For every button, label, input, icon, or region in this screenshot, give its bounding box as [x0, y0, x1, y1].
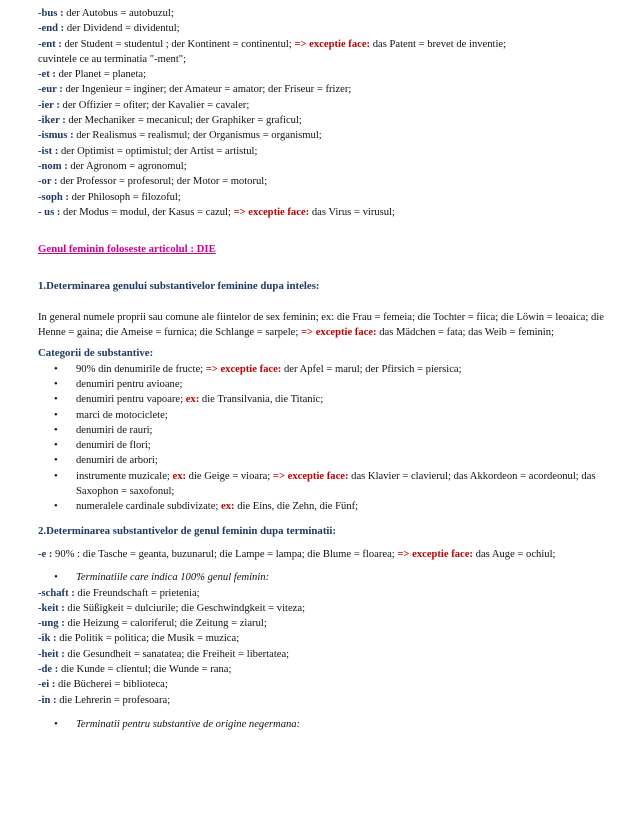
- e-suffix-line: -e : 90% : die Tasche = geanta, buzunarul; die Lampe = lampa; die Blume = floarea; => exceptie face: das Auge = ochiul;: [38, 548, 556, 560]
- category-item: • denumiri de rauri;: [38, 423, 606, 438]
- masc-line: -bus : der Autobus = autobuzul;: [38, 8, 174, 19]
- category-item: • denumiri pentru avioane;: [38, 377, 606, 392]
- category-item: • 90% din denumirile de fructe; => exceptie face: der Apfel = marul; der Pfirsich = piersica;: [38, 362, 606, 377]
- fem-suffix-line: -in : die Lehrerin = profesoara;: [38, 694, 171, 706]
- document-page: [38, 6, 606, 732]
- category-item: • denumiri pentru vapoare; ex: die Transilvania, die Titanic;: [38, 392, 606, 407]
- category-item: • marci de motociclete;: [38, 408, 606, 423]
- masc-line: -soph : der Philosoph = filozoful;: [38, 191, 181, 203]
- feminine-title: Genul feminin foloseste articolul : DIE: [38, 243, 216, 256]
- bullet-icon: •: [54, 424, 58, 436]
- fem-suffix-line: -ung : die Heizung = caloriferul; die Zeitung = ziarul;: [38, 618, 267, 630]
- bullet-icon: •: [54, 440, 58, 452]
- masc-line: -nom : der Agronom = agronomul;: [38, 160, 187, 172]
- fem-suffix-line: -heit : die Gesundheit = sanatatea; die Freiheit = libertatea;: [38, 648, 290, 660]
- section1-title: 1.Determinarea genului substantivelor feminine dupa inteles:: [38, 280, 320, 293]
- bullet-icon: •: [54, 501, 58, 513]
- masc-line: -eur : der Ingenieur = inginer; der Amateur = amator; der Friseur = frizer;: [38, 84, 352, 96]
- category-item: • denumiri de arbori;: [38, 453, 606, 468]
- masc-line: -or : der Professor = profesorul; der Motor = motorul;: [38, 176, 268, 188]
- fem-suffix-line: -ei : die Bücherei = biblioteca;: [38, 679, 168, 691]
- bullet-icon: •: [54, 394, 58, 406]
- bullet-feminine-suffixes: • Terminatiile care indica 100% genul feminin:: [38, 570, 606, 585]
- bullet-foreign-suffixes: • Terminatii pentru substantive de origine negermana:: [38, 717, 606, 732]
- fem-suffix-line: -schaft : die Freundschaft = prietenia;: [38, 587, 200, 599]
- feminine-suffix-list: [38, 586, 606, 708]
- bullet-icon: •: [54, 409, 58, 421]
- fem-suffix-line: -keit : die Süßigkeit = dulciurile; die Geschwindgkeit = viteza;: [38, 602, 306, 614]
- masculine-suffix-list: [38, 6, 606, 220]
- masc-line: -ismus : der Realismus = realismul; der Organismus = organismul;: [38, 130, 322, 142]
- bullet-icon: •: [54, 470, 58, 482]
- masc-line: -end : der Dividend = dividentul;: [38, 23, 180, 35]
- bullet-icon: •: [54, 378, 58, 390]
- masc-line: -et : der Planet = planeta;: [38, 69, 147, 81]
- bullet-icon: •: [54, 718, 58, 730]
- category-item: • denumiri de flori;: [38, 438, 606, 453]
- masc-line: cuvintele ce au terminatia "-ment";: [38, 53, 187, 65]
- bullet-icon: •: [54, 455, 58, 467]
- fem-suffix-line: -de : die Kunde = clientul; die Wunde = rana;: [38, 663, 232, 675]
- masc-line: -ist : der Optimist = optimistul; der Artist = artistul;: [38, 145, 258, 157]
- categories-list: [38, 362, 606, 515]
- masc-line: -ent : der Student = studentul ; der Kontinent = continentul; => exceptie face: das Patent = brevet de inventie;: [38, 38, 507, 50]
- fem-suffix-line: -ik : die Politik = politica; die Musik = muzica;: [38, 633, 240, 645]
- masc-line: - us : der Modus = modul, der Kasus = cazul; => exceptie face: das Virus = virusul;: [38, 206, 395, 218]
- masc-line: -ier : der Offizier = ofiter; der Kavalier = cavaler;: [38, 99, 250, 111]
- bullet-icon: •: [54, 363, 58, 375]
- masc-line: -iker : der Mechaniker = mecanicul; der Graphiker = graficul;: [38, 115, 302, 127]
- bullet-icon: •: [54, 572, 58, 584]
- section2-title: 2.Determinarea substantivelor de genul feminin dupa terminatii:: [38, 524, 337, 537]
- categories-title: Categorii de substantive:: [38, 347, 154, 360]
- category-item: • instrumente muzicale; ex: die Geige = vioara; => exceptie face: das Klavier = clavierul; das Akkordeon = acordeonul; das Saxophon = saxofonul;: [54, 470, 596, 498]
- section1-paragraph: In general numele proprii sau comune ale fiintelor de sex feminin; ex: die Frau = femeia; die Tochter = fiica; die Löwin = leoaica; die Henne = gaina; die Ameise = furnica; die Schlange = sarpele; => exceptie face: das Mädchen = fata; das Weib = feminin;: [38, 311, 604, 339]
- category-item: • numeralele cardinale subdivizate; ex: die Eins, die Zehn, die Fünf;: [38, 499, 606, 514]
